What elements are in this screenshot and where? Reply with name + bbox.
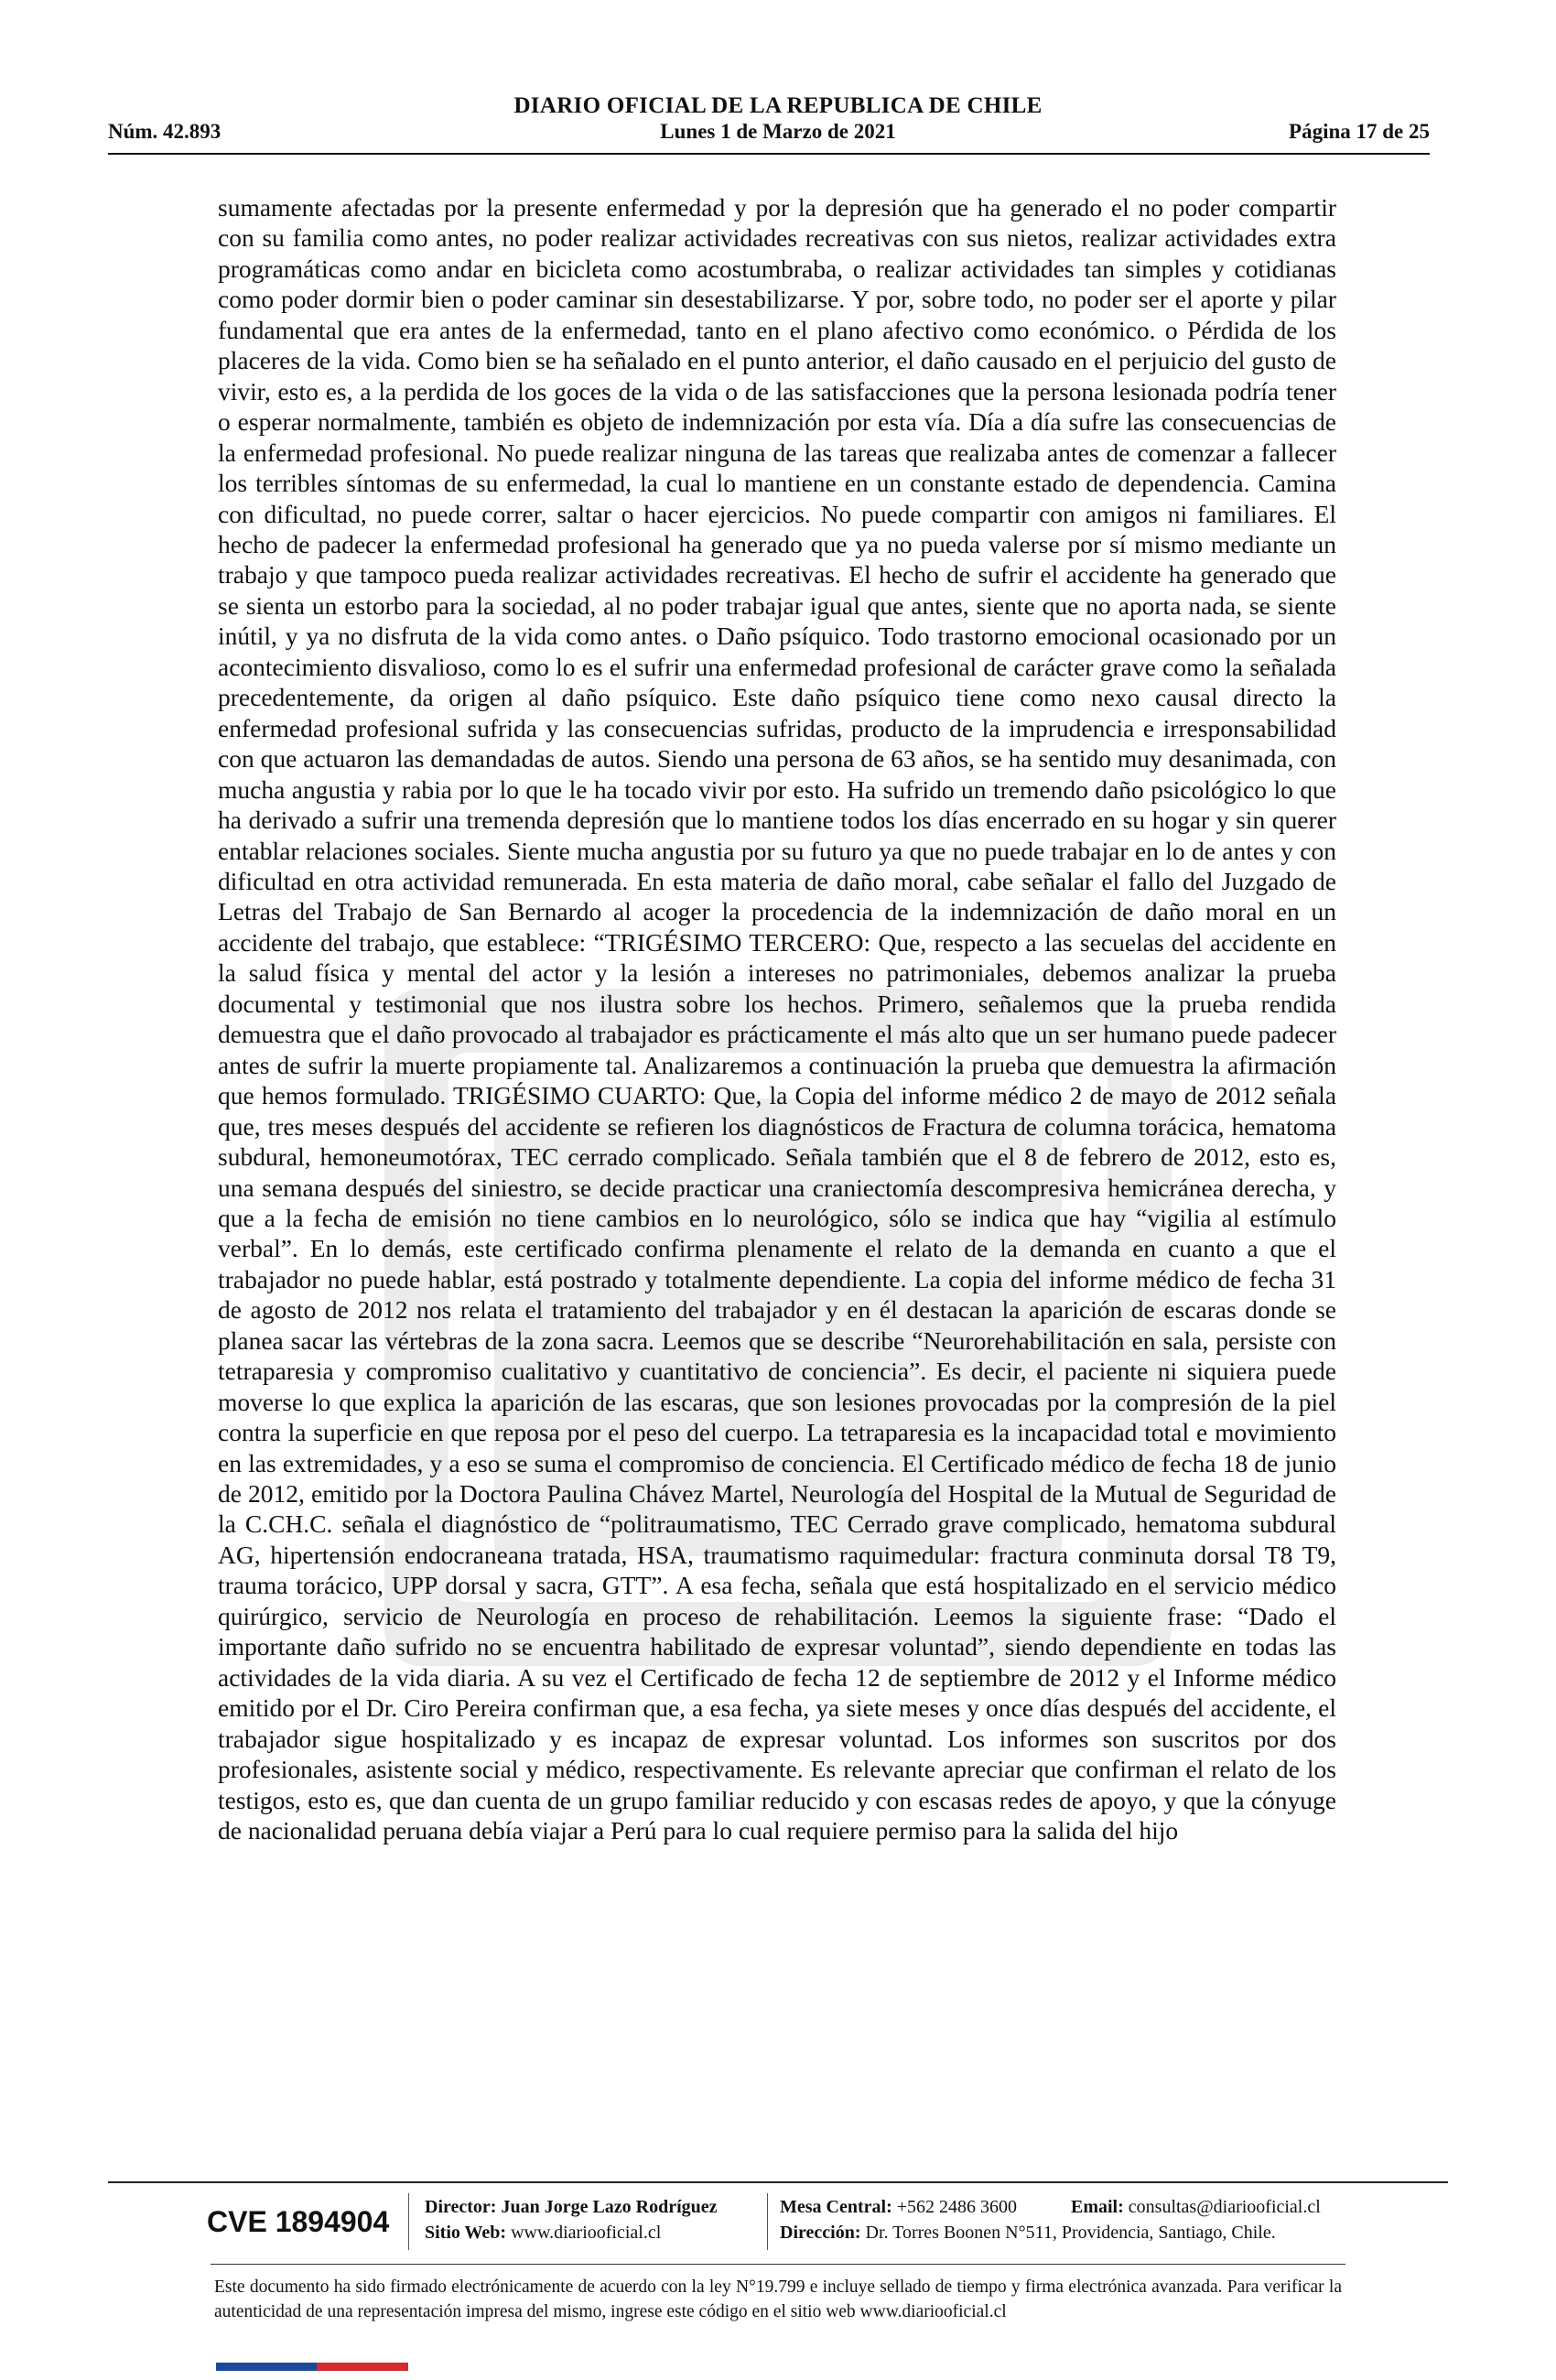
flag-bar-blue	[216, 2363, 317, 2371]
signature-notice: Este documento ha sido firmado electrónicamente de acuerdo con la ley N°19.799 e incluye sellado de tiempo y firma electrónica avanzada. Para verificar la autenticidad de una representación impresa del mismo, ingrese este código en el sitio web www.diariooficial.cl	[214, 2277, 1342, 2321]
body-paragraph: sumamente afectadas por la presente enfermedad y por la depresión que ha generado el no poder compartir con su familia como antes, no poder realizar actividades recreativas con sus nietos, realizar actividades extra programáticas como andar en bicicleta como acostumbraba, o realizar actividades tan simples y cotidianas como poder dormir bien o poder caminar sin desestabilizarse. Y por, sobre todo, no poder ser el aporte y pilar fundamental que era antes de la enfermedad, tanto en el plano afectivo como económico. o Pérdida de los placeres de la vida. Como bien se ha señalado en el punto anterior, el daño causado en el perjuicio del gusto de vivir, esto es, a la perdida de los goces de la vida o de las satisfacciones que la persona lesionada podría tener o esperar normalmente, también es objeto de indemnización por esta vía. Día a día sufre las consecuencias de la enfermedad profesional. No puede realizar ninguna de las tareas que realizaba antes de comenzar a fallecer los terribles síntomas de su enfermedad, la cual lo mantiene en un constante estado de dependencia. Camina con dificultad, no puede correr, saltar o hacer ejercicios. No puede compartir con amigos ni familiares. El hecho de padecer la enfermedad profesional ha generado que ya no pueda valerse por sí mismo mediante un trabajo y que tampoco pueda realizar actividades recreativas. El hecho de sufrir el accidente ha generado que se sienta un estorbo para la sociedad, al no poder trabajar igual que antes, siente que no aporta nada, se siente inútil, y ya no disfruta de la vida como antes. o Daño psíquico. Todo trastorno emocional ocasionado por un acontecimiento disvalioso, como lo es el sufrir una enfermedad profesional de carácter grave como la señalada precedentemente, da origen al daño psíquico. Este daño psíquico tiene como nexo causal directo la enfermedad profesional sufrida y las consecuencias sufridas, producto de la imprudencia e irresponsabilidad con que actuaron las demandadas de autos. Siendo una persona de 63 años, se ha sentido muy desanimada, con mucha angustia y rabia por lo que le ha tocado vivir por esto. Ha sufrido un tremendo daño psicológico lo que ha derivado a sufrir una tremenda depresión que lo mantiene todos los días encerrado en su hogar y sin querer entablar relaciones sociales. Siente mucha angustia por su futuro ya que no puede trabajar en lo de antes y con dificultad en otra actividad remunerada. En esta materia de daño moral, cabe señalar el fallo del Juzgado de Letras del Trabajo de San Bernardo al acoger la procedencia de la indemnización de daño moral en un accidente del trabajo, que establece: “TRIGÉSIMO TERCERO: Que, respecto a las secuelas del accidente en la salud física y mental del actor y la lesión a intereses no patrimoniales, debemos analizar la prueba documental y testimonial que nos ilustra sobre los hechos. Primero, señalemos que la prueba rendida demuestra que el daño provocado al trabajador es prácticamente el más alto que un ser humano puede padecer antes de sufrir la muerte propiamente tal. Analizaremos a continuación la prueba que demuestra la afirmación que hemos formulado. TRIGÉSIMO CUARTO: Que, la Copia del informe médico 2 de mayo de 2012 señala que, tres meses después del accidente se refieren los diagnósticos de Fractura de columna torácica, hematoma subdural, hemoneumotórax, TEC cerrado complicado. Señala también que el 8 de febrero de 2012, esto es, una semana después del siniestro, se decide practicar una craniectomía descompresiva hemicránea derecha, y que a la fecha de emisión no tiene cambios en lo neurológico, sólo se indica que hay “vigilia al estímulo verbal”. En lo demás, este certificado confirma plenamente el relato de la demanda en cuanto a que el trabajador no puede hablar, está postrado y totalmente dependiente. La copia del informe médico de fecha 31 de agosto de 2012 nos relata el tratamiento del trabajador y en él destacan la aparición de escaras donde se planea sacar las vértebras de la zona sacra. Leemos que se describe “Neurorehabilitación en sala, persiste con tetraparesia y compromiso cualitativo y cuantitativo de conciencia”. Es decir, el paciente ni siquiera puede moverse lo que explica la aparición de las escaras, que son lesiones provocadas por la compresión de la piel contra la superficie en que reposa por el peso del cuerpo. La tetraparesia es la incapacidad total e movimiento en las extremidades, y a eso se suma el compromiso de conciencia. El Certificado médico de fecha 18 de junio de 2012, emitido por la Doctora Paulina Chávez Martel, Neurología del Hospital de la Mutual de Seguridad de la C.CH.C. señala el diagnóstico de “politraumatismo, TEC Cerrado grave complicado, hematoma subdural AG, hipertensión endocraneana tratada, HSA, traumatismo raquimedular: fractura conminuta dorsal T8 T9, trauma torácico, UPP dorsal y sacra, GTT”. A esa fecha, señala que está hospitalizado en el servicio médico quirúrgico, servicio de Neurología en proceso de rehabilitación. Leemos la siguiente frase: “Dado el importante daño sufrido no se encuentra habilitado de expresar voluntad”, siendo dependiente en todas las actividades de la vida diaria. A su vez el Certificado de fecha 12 de septiembre de 2012 y el Informe médico emitido por el Dr. Ciro Pereira confirman que, a esa fecha, ya siete meses y once días después del accidente, el trabajador sigue hospitalizado y es incapaz de expresar voluntad. Los informes son suscritos por dos profesionales, asistente social y médico, respectivamente. Es relevante apreciar que confirman el relato de los testigos, esto es, que dan cuenta de un grupo familiar reducido y con escasas redes de apoyo, y que la cónyuge de nacionalidad peruana debía viajar a Perú para lo cual requiere permiso para la salida del hijo	[218, 193, 1336, 1845]
footer-director-block	[425, 2194, 718, 2245]
newspaper-title: DIARIO OFICIAL DE LA REPUBLICA DE CHILE	[513, 93, 1043, 118]
footer-separator	[767, 2193, 768, 2250]
website-label: Sitio Web:	[425, 2223, 507, 2243]
email-link[interactable]: consultas@diariooficial.cl	[1128, 2197, 1321, 2217]
website-link[interactable]: www.diariooficial.cl	[511, 2223, 662, 2243]
email-label: Email:	[1071, 2197, 1124, 2217]
issue-date: Lunes 1 de Marzo de 2021	[660, 120, 896, 143]
footer-email-block	[1071, 2194, 1321, 2220]
issue-number: Núm. 42.893	[108, 120, 222, 143]
header-divider	[108, 153, 1430, 155]
director-label: Director:	[425, 2197, 497, 2217]
page-indicator: Página 17 de 25	[1289, 120, 1430, 143]
address-label: Dirección:	[780, 2223, 861, 2243]
address-text: Dr. Torres Boonen N°511, Providencia, Santiago, Chile.	[865, 2223, 1276, 2243]
cve-code: CVE 1894904	[207, 2204, 390, 2238]
footer-note-divider	[211, 2264, 1345, 2265]
footer-divider	[108, 2181, 1448, 2183]
footer-separator	[408, 2193, 409, 2250]
flag-bar-red	[317, 2363, 408, 2371]
director-name: Juan Jorge Lazo Rodríguez	[501, 2197, 718, 2217]
phone-number: +562 2486 3600	[896, 2197, 1018, 2217]
phone-label: Mesa Central:	[780, 2197, 892, 2217]
